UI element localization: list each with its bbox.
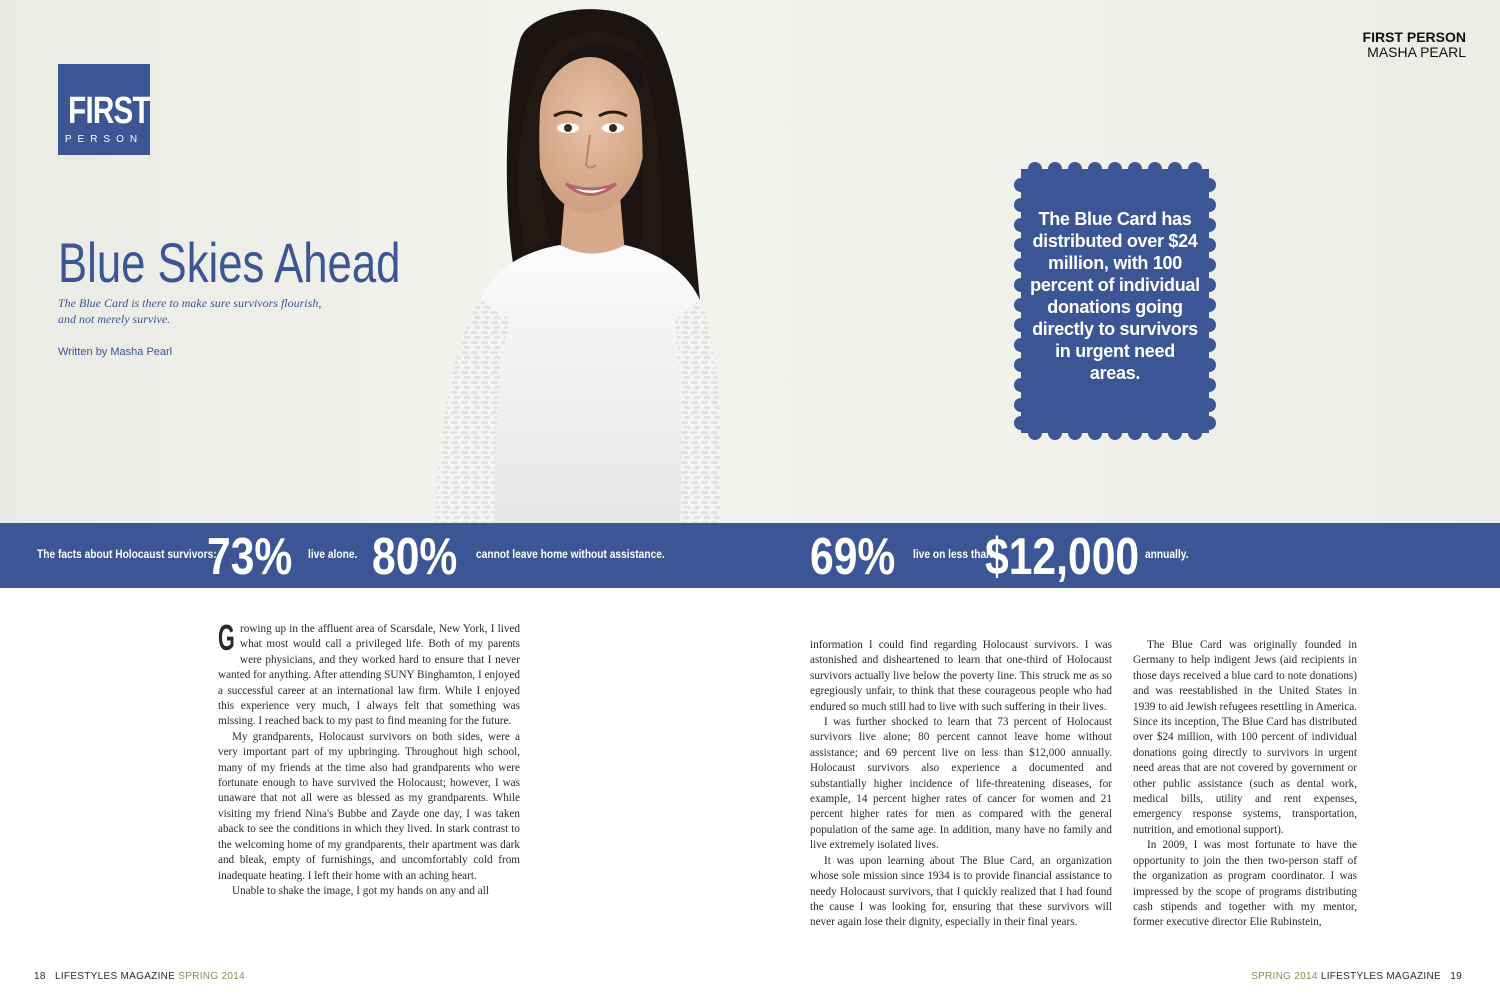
page-number-left: 18 — [34, 971, 46, 982]
article-paragraph: The Blue Card was originally founded in Germany to help indigent Jews (aid recipients in those days received a blue card to note donations) and was reestablished in the United States in 1939 to aid Jewish refugees resettling in America. Since its inception, The Blue Card has distributed over $24 million, with 100 percent of individual donations going directly to survivors in urgent need areas that are not covered by government or other public assistance (such as dental work, medical bills, utility and rent expenses, emergency response systems, transportation, nutrition, and emotional support). — [1133, 639, 1357, 836]
article-byline: Written by Masha Pearl — [58, 346, 173, 358]
article-headline: Blue Skies Ahead — [58, 231, 401, 294]
section-tag — [1363, 30, 1466, 60]
stamp-callout-text: The Blue Card has distributed over $24 million, with 100 percent of individual donations going directly to survivors in urgent need areas. — [1030, 209, 1200, 383]
article-paragraph: It was upon learning about The Blue Card, an organization whose sole mission since 1934 is to provide financial assistance to needy Holocaust survivors, that I quickly realized that I had found the cause I was looking for, ensuring that these survivors will never again lose their dignity, especially in their final years. — [810, 854, 1112, 929]
stat-income-amount: $12,000 — [985, 528, 1140, 586]
first-person-logo — [58, 64, 150, 155]
drop-cap: G — [218, 617, 235, 658]
stat-cannot-leave-home: 80% — [372, 528, 458, 586]
article-paragraph: information I could find regarding Holocaust survivors. I was astonished and disheartened to learn that one-third of Holocaust survivors actually live below the poverty line. This struck me as so egregiously unfair, to think that these courageous people who had endured so much still had to live with such suffering in their lives. — [810, 639, 1112, 713]
logo-first-text: FIRST — [68, 90, 150, 132]
article-paragraph: Unable to shake the image, I got my hands on any and all — [232, 884, 489, 897]
article-paragraph: My grandparents, Holocaust survivors on both sides, were a very important part of my upbringing. Throughout high school, many of my friends at the time also had grandparents who were fortunate enough to have survived the Holocaust; however, I was unaware that not all were as blessed as my grandparents. While visiting my friend Nina's Bubbe and Zayde one day, I was taken aback to see the conditions in which they lived. In stark contrast to the welcoming home of my grandparents, their apartment was dark and bleak, empty of furnishings, and uncomfortably cold from inadequate heating. I left their home with an aching heart. — [218, 730, 520, 882]
article-paragraph — [218, 617, 520, 730]
section-tag-author: MASHA PEARL — [1367, 44, 1466, 60]
facts-lead: The facts about Holocaust survivors: — [37, 547, 217, 561]
article-paragraph: I was further shocked to learn that 73 percent of Holocaust survivors live alone; 80 percent cannot leave home without assistance; and 69 percent live on less than $12,000 annually. Holocaust survivors also experience a documented and substantially higher incidence of life-threatening diseases, for example, 14 percent higher rates of cancer for women and 21 percent higher rates for men as compared with the general population of the same age. In addition, many have no family and live extremely isolated lives. — [810, 716, 1112, 852]
article-dek: The Blue Card is there to make sure survivors flourish, and not merely survive. — [58, 296, 322, 326]
page-number-right: 19 — [1450, 971, 1462, 982]
stat-cannot-leave-home-label: cannot leave home without assistance. — [476, 547, 665, 561]
stat-low-income: 69% — [810, 528, 896, 586]
article-paragraph-text: rowing up in the affluent area of Scarsdale, New York, I lived what most would call a privileged life. Both of my parents were physicians, and they worked hard to ensure that I never wanted for anything. After attending SUNY Binghamton, I enjoyed a successful career at an international law firm. While I enjoyed this experience very much, I always felt that something was missing. I reached back to my past to find meaning for the future. — [218, 623, 520, 728]
article-paragraph: In 2009, I was most fortunate to have the opportunity to join the then two-person staff of the organization as program coordinator. I was impressed by the scope of programs distributing cash stipends and together with my mentor, former executive director Elie Rubinstein, — [1133, 839, 1357, 929]
article-column-1 — [218, 617, 520, 899]
issue-season-right: SPRING 2014 — [1251, 971, 1318, 982]
magazine-name-right: LIFESTYLES MAGAZINE — [1320, 971, 1442, 982]
stat-income-amount-label: annually. — [1145, 547, 1189, 561]
magazine-name-left: LIFESTYLES MAGAZINE — [54, 971, 176, 982]
folio-right — [1251, 971, 1462, 982]
folio-left — [34, 971, 245, 982]
article-column-2 — [810, 638, 1112, 931]
article-column-3 — [1133, 638, 1357, 931]
portrait-photo — [400, 0, 780, 523]
issue-season-left: SPRING 2014 — [178, 971, 245, 982]
logo-person-text: PERSON — [64, 134, 144, 145]
stat-live-alone-label: live alone. — [308, 547, 358, 561]
facts-band — [0, 523, 1500, 588]
stat-low-income-label: live on less than — [913, 547, 993, 561]
section-tag-title: FIRST PERSON — [1362, 29, 1466, 45]
stat-live-alone: 73% — [207, 528, 293, 586]
